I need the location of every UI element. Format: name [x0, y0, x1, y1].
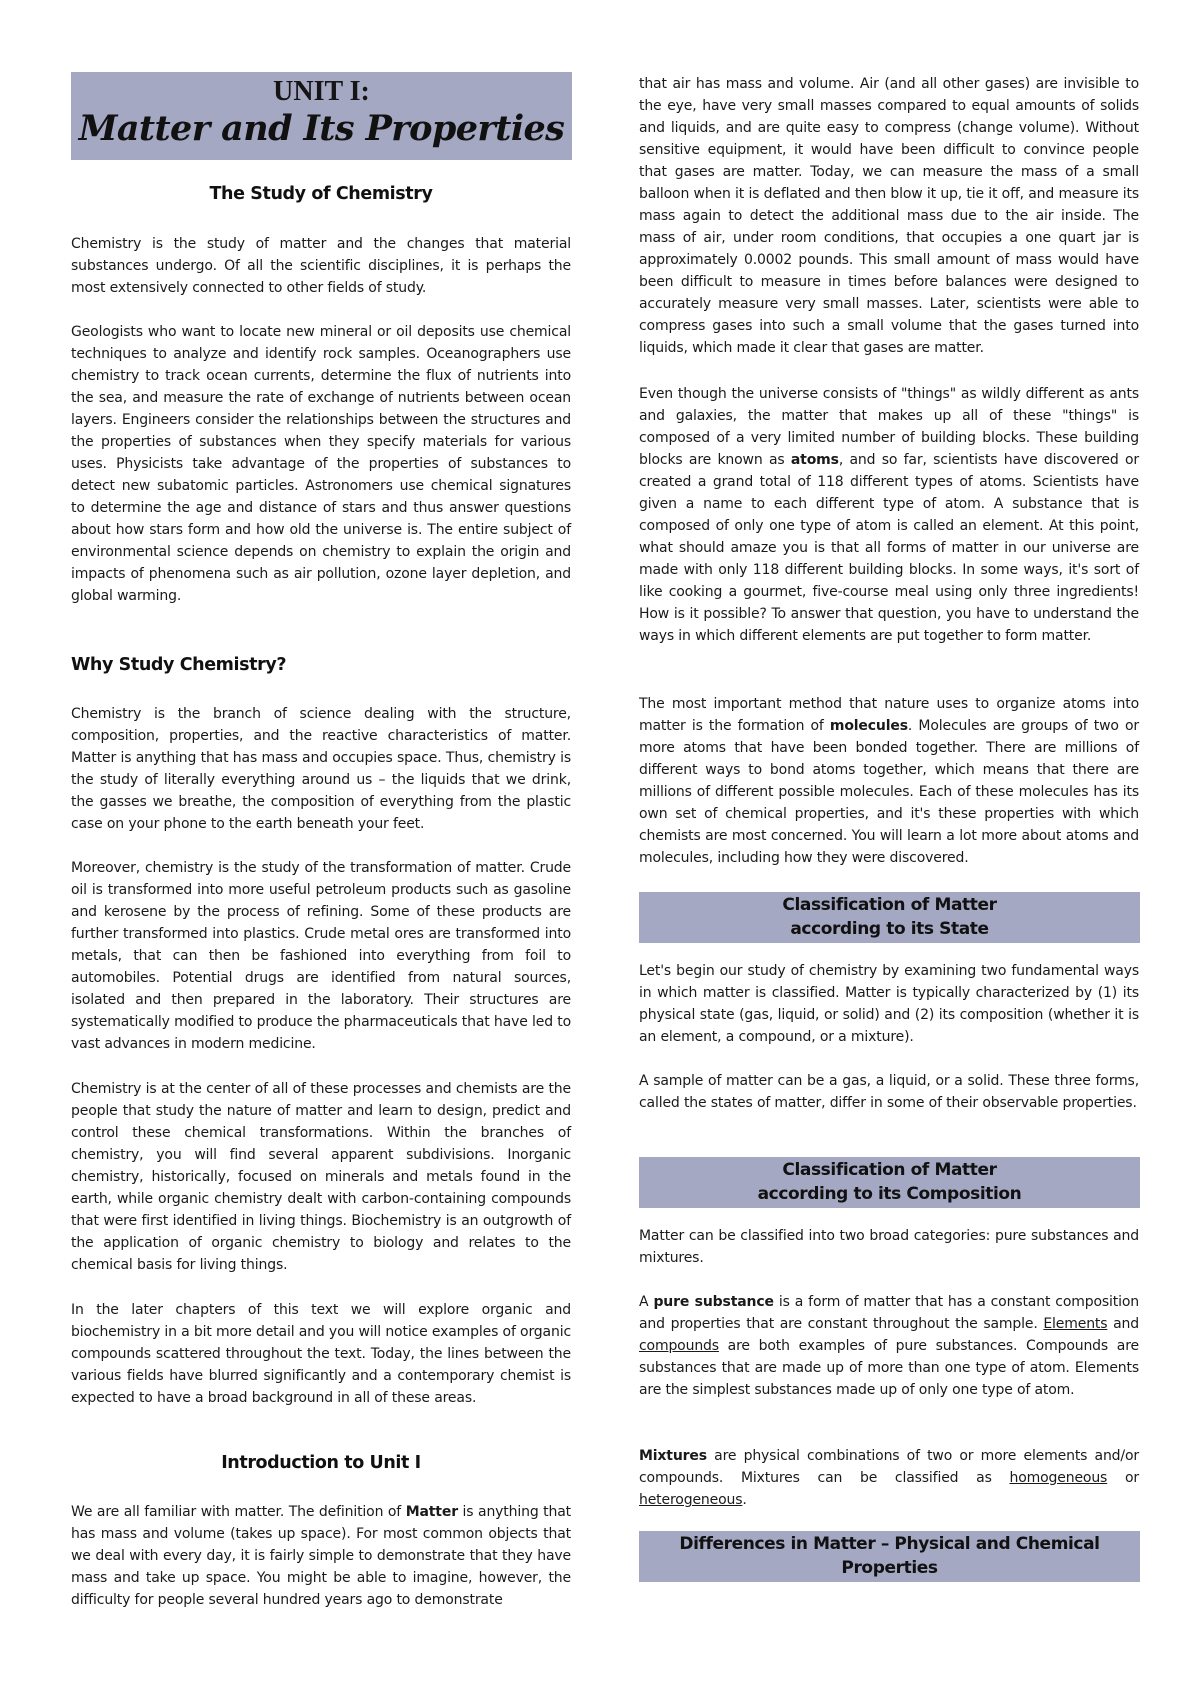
- unit-title: Matter and Its Properties: [78, 108, 565, 149]
- heading-introduction-unit-1: Introduction to Unit I: [221, 1453, 421, 1473]
- term-heterogeneous: heterogeneous: [639, 1492, 743, 1508]
- term-molecules: molecules: [829, 718, 908, 734]
- term-pure-substance: pure substance: [653, 1294, 774, 1310]
- paragraph: Even though the universe consists of "things" as wildly different as ants and galaxies, the matter that makes up all of these "things" is composed of a very limited number of building blocks. These building blocks are known as atoms, and so far, scientists have discovered or created a grand total of 118 different types of atoms. Scientists have given a name to each different type of atom. A substance that is composed of only one type of atom is called an element. At this point, what should amaze you is that all forms of matter in our universe are made with only 118 different building blocks. In some ways, it's sort of like cooking a gourmet, five-course meal using only three ingredients! How is it possible? To answer that question, you have to understand the ways in which different elements are put together to form matter.: [639, 386, 1139, 644]
- heading-why-study-chemistry: Why Study Chemistry?: [71, 655, 287, 675]
- paragraph: A pure substance is a form of matter that has a constant composition and properties that are constant throughout the sample. Elements and compounds are both examples of pure substances. Compounds are substances that are made up of more than one type of atom. Elements are the simplest substances made up of only one type of atom.: [639, 1294, 1139, 1398]
- paragraph: The most important method that nature uses to organize atoms into matter is the formation of molecules. Molecules are groups of two or more atoms that have been bonded together. There are millions of different ways to bond atoms together, which means that there are millions of different possible molecules. Each of these molecules has its own set of chemical properties, and it's these properties with which chemists are most concerned. You will learn a lot more about atoms and molecules, including how they were discovered.: [639, 696, 1139, 866]
- paragraph: Chemistry is the study of matter and the changes that material substances undergo. Of all the scientific disciplines, it is perhaps the most extensively connected to other fields of study.: [71, 236, 571, 296]
- paragraph: Matter can be classified into two broad categories: pure substances and mixtures.: [639, 1228, 1139, 1266]
- term-compounds: compounds: [639, 1338, 719, 1354]
- paragraph: A sample of matter can be a gas, a liquid, or a solid. These three forms, called the states of matter, differ in some of their observable properties.: [639, 1073, 1139, 1111]
- paragraph: Let's begin our study of chemistry by examining two fundamental ways in which matter is classified. Matter is typically characterized by (1) its physical state (gas, liquid, or solid) and (2) its composition (whether it is an element, a compound, or a mixture).: [639, 963, 1139, 1045]
- term-homogeneous: homogeneous: [1009, 1470, 1108, 1486]
- term-elements: Elements: [1043, 1316, 1108, 1332]
- section-band-composition: Classification of Matter according to its Composition: [639, 1157, 1140, 1208]
- section-band-state: Classification of Matter according to its State: [639, 892, 1140, 943]
- paragraph: In the later chapters of this text we will explore organic and biochemistry in a bit more detail and you will notice examples of organic compounds scattered throughout the text. Today, the lines between the various fields have blurred significantly and a contemporary chemist is expected to have a broad background in all of these areas.: [71, 1302, 571, 1406]
- term-atoms: atoms: [790, 452, 839, 468]
- paragraph: that air has mass and volume. Air (and all other gases) are invisible to the eye, have very small masses compared to equal amounts of solids and liquids, and are quite easy to compress (change volume). Without sensitive equipment, it would have been difficult to convince people that gases are matter. Today, we can measure the mass of a small balloon when it is deflated and then blow it up, tie it off, and measure its mass again to detect the additional mass due to the air inside. The mass of air, under room conditions, that occupies a one quart jar is approximately 0.0002 pounds. This small amount of mass would have been difficult to measure in times before balances were designed to accurately measure very small masses. Later, scientists were able to compress gases into such a small volume that the gases turned into liquids, which made it clear that gases are matter.: [639, 76, 1139, 356]
- paragraph: Chemistry is at the center of all of these processes and chemists are the people that study the nature of matter and learn to design, predict and control these chemical transformations. Within the branches of chemistry, you will find several apparent subdivisions. Inorganic chemistry, historically, focused on minerals and metals found in the earth, while organic chemistry dealt with carbon-containing compounds that were first identified in living things. Biochemistry is an outgrowth of the application of organic chemistry to biology and relates to the chemical basis for living things.: [71, 1081, 571, 1273]
- section-band-differences: Differences in Matter – Physical and Chemical Properties: [639, 1531, 1140, 1582]
- paragraph: Geologists who want to locate new mineral or oil deposits use chemical techniques to analyze and identify rock samples. Oceanographers use chemistry to track ocean currents, determine the flux of nutrients into the sea, and measure the rate of exchange of nutrients between ocean layers. Engineers consider the relationships between the structures and the properties of substances when they specify materials for various uses. Physicists take advantage of the properties of substances to detect new subatomic particles. Astronomers use chemical signatures to determine the age and distance of stars and thus answer questions about how stars form and how old the universe is. The entire subject of environmental science depends on chemistry to explain the origin and impacts of phenomena such as air pollution, ozone layer depletion, and global warming.: [71, 324, 571, 604]
- paragraph: Mixtures are physical combinations of two or more elements and/or compounds. Mixtures can be classified as homogeneous or heterogeneous.: [639, 1448, 1139, 1508]
- term-mixtures: Mixtures: [639, 1448, 707, 1464]
- paragraph: Moreover, chemistry is the study of the transformation of matter. Crude oil is transformed into more useful petroleum products such as gasoline and kerosene by the process of refining. Some of these products are further transformed into plastics. Crude metal ores are transformed into metals, that can then be fashioned into everything from foil to automobiles. Potential drugs are identified from natural sources, isolated and then prepared in the laboratory. Their structures are systematically modified to produce the pharmaceuticals that have led to vast advances in modern medicine.: [71, 860, 571, 1052]
- heading-study-of-chemistry: The Study of Chemistry: [209, 184, 433, 204]
- unit-header: [71, 72, 572, 160]
- paragraph: Chemistry is the branch of science dealing with the structure, composition, properties, and the reactive characteristics of matter. Matter is anything that has mass and occupies space. Thus, chemistry is the study of literally everything around us – the liquids that we drink, the gasses we breathe, the composition of everything from the plastic case on your phone to the earth beneath your feet.: [71, 706, 571, 832]
- unit-number: UNIT I:: [273, 76, 370, 107]
- paragraph: We are all familiar with matter. The definition of Matter is anything that has mass and volume (takes up space). For most common objects that we deal with every day, it is fairly simple to demonstrate that they have mass and take up space. You might be able to imagine, however, the difficulty for people several hundred years ago to demonstrate: [71, 1504, 571, 1608]
- term-matter: Matter: [405, 1504, 458, 1520]
